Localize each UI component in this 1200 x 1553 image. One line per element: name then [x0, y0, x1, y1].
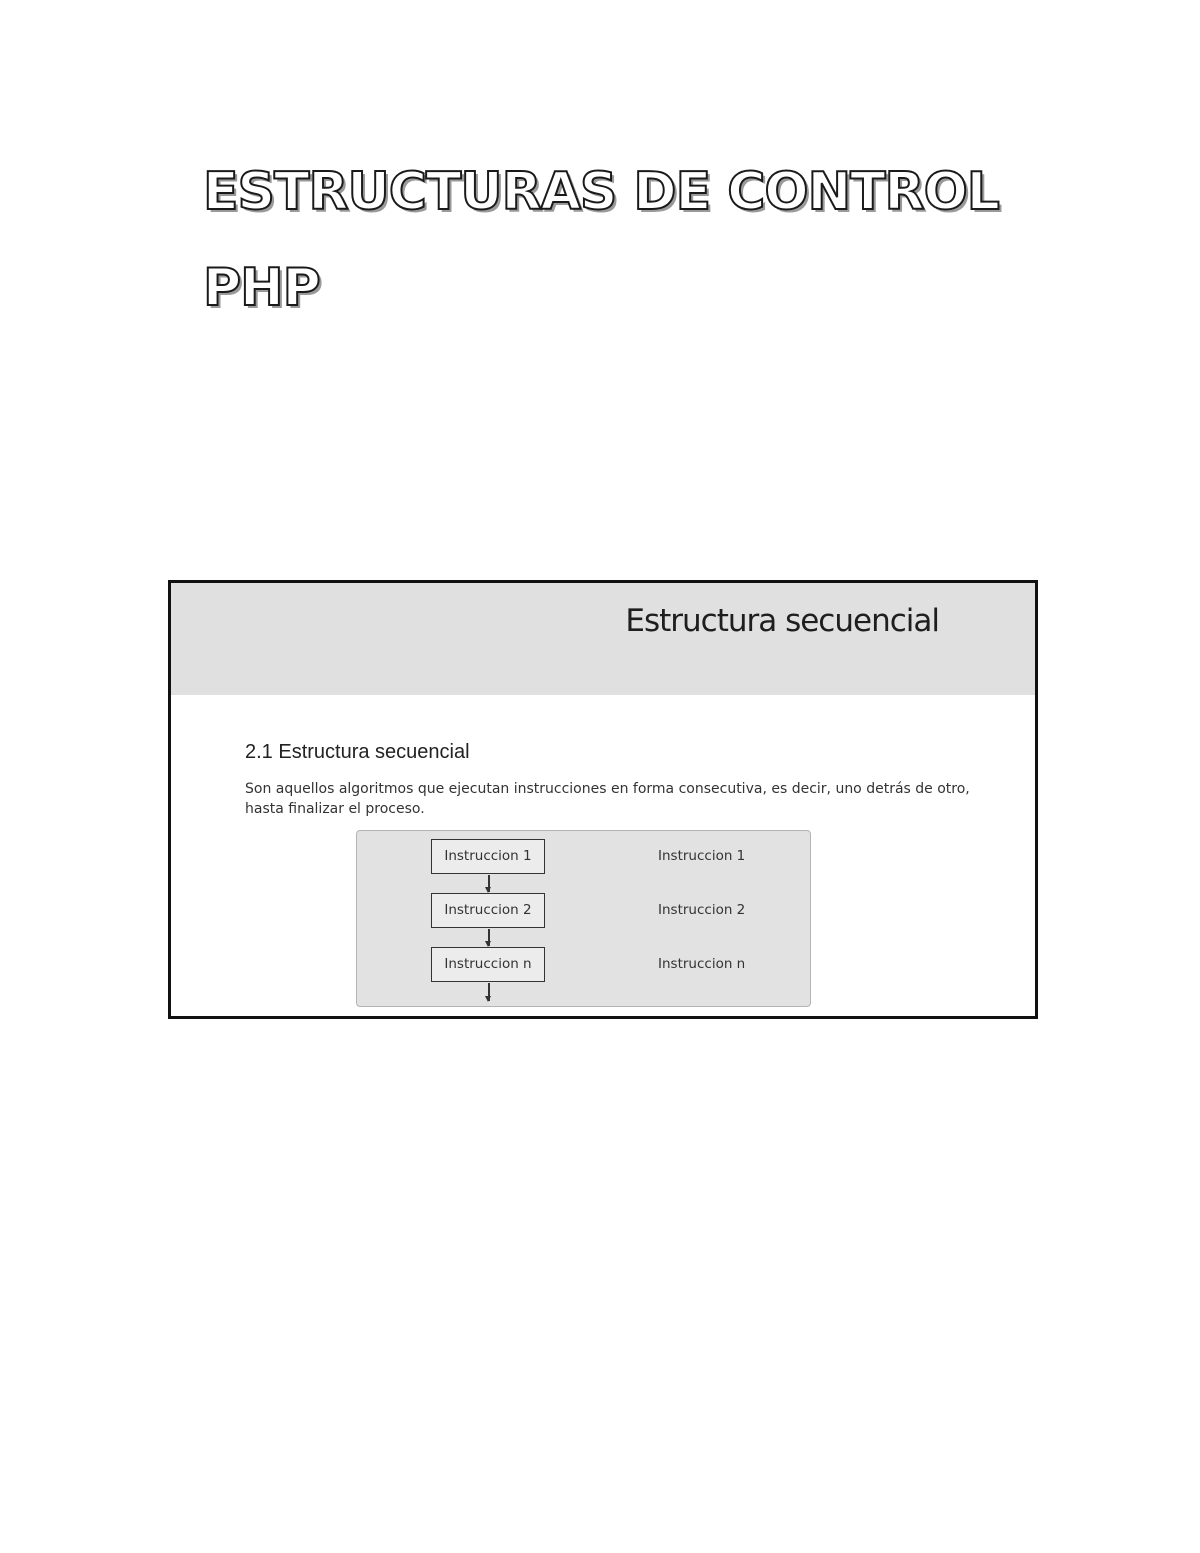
instruction-label-2: Instruccion 2 [658, 902, 746, 918]
slide-header [171, 583, 1035, 695]
section-description: Son aquellos algoritmos que ejecutan instrucciones en forma consecutiva, es decir, uno detrás de otro, hasta finalizar el proceso. [245, 781, 970, 817]
flow-box-instruction-1: Instruccion 1 [431, 839, 545, 874]
slide-image-frame [168, 580, 1038, 1019]
down-arrow-icon [488, 929, 490, 946]
flow-box-instruction-n: Instruccion n [431, 947, 545, 982]
sequence-diagram [356, 830, 811, 1007]
instruction-label-n: Instruccion n [658, 956, 746, 972]
document-title-line-1: ESTRUCTURAS DE CONTROL [203, 162, 999, 222]
document-title-line-2: PHP [203, 258, 320, 318]
down-arrow-icon [488, 983, 490, 1001]
down-arrow-icon [488, 875, 490, 892]
slide-heading: Estructura secuencial [625, 603, 939, 639]
instruction-label-1: Instruccion 1 [658, 848, 746, 864]
flow-box-instruction-2: Instruccion 2 [431, 893, 545, 928]
section-title: 2.1 Estructura secuencial [245, 741, 470, 763]
